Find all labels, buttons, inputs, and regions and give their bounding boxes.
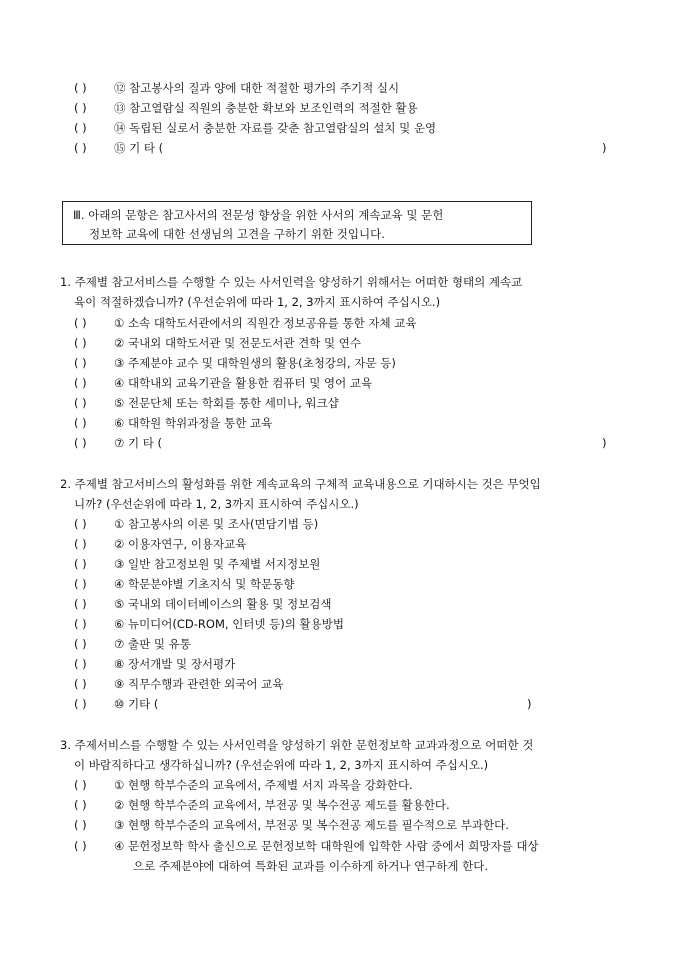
- list-item: [74, 556, 320, 572]
- priority-blank[interactable]: ( ): [74, 617, 87, 631]
- list-item: [74, 636, 191, 652]
- priority-blank[interactable]: ( ): [74, 396, 87, 410]
- section-header-box: [62, 201, 532, 245]
- option-text: ③ 일반 참고정보원 및 주제별 서지정보원: [114, 557, 321, 571]
- option-text: ⑤ 국내외 데이터베이스의 활용 및 정보검색: [114, 597, 332, 611]
- option-text: ② 이용자연구, 이용자교육: [114, 537, 247, 551]
- option-text: ④ 문헌정보학 학사 출신으로 문헌정보학 대학원에 입학한 사람 중에서 희망자를 대상: [114, 839, 539, 853]
- priority-blank[interactable]: ( ): [74, 336, 87, 350]
- option-text: ① 소속 대학도서관에서의 직원간 정보공유를 통한 자체 교육: [114, 316, 417, 330]
- option-text: ② 현행 학부수준의 교육에서, 부전공 및 복수전공 제도를 활용한다.: [114, 798, 450, 812]
- option-text: ⑥ 뉴미디어(CD-ROM, 인터넷 등)의 활용방법: [114, 617, 344, 631]
- priority-blank[interactable]: ( ): [74, 356, 87, 370]
- priority-blank[interactable]: ( ): [74, 597, 87, 611]
- list-item: [74, 80, 399, 96]
- list-item: [74, 838, 539, 854]
- list-item: [74, 315, 417, 331]
- priority-blank[interactable]: ( ): [74, 657, 87, 671]
- priority-blank[interactable]: ( ): [74, 557, 87, 571]
- closing-paren: ): [527, 697, 532, 711]
- option-text: ⑫ 참고봉사의 질과 양에 대한 적절한 평가의 주기적 실시: [114, 81, 400, 95]
- priority-blank[interactable]: ( ): [74, 121, 87, 135]
- priority-blank[interactable]: ( ): [74, 798, 87, 812]
- list-item: [74, 120, 436, 136]
- option-text: ① 현행 학부수준의 교육에서, 주제별 서지 과목을 강화한다.: [114, 778, 413, 792]
- priority-blank[interactable]: ( ): [74, 778, 87, 792]
- option-text: ⑧ 장서개발 및 장서평가: [114, 657, 236, 671]
- priority-blank[interactable]: ( ): [74, 101, 87, 115]
- question-1-text-cont: 육이 적절하겠습니까? (우선순위에 따라 1, 2, 3까지 표시하여 주십시오.): [74, 295, 441, 309]
- option-text: ⑬ 참고열람실 직원의 충분한 확보와 보조인력의 적절한 활용: [114, 101, 418, 115]
- priority-blank[interactable]: ( ): [74, 677, 87, 691]
- list-item: [74, 676, 283, 692]
- question-3-text-cont: 이 바람직하다고 생각하십니까? (우선순위에 따라 1, 2, 3까지 표시하여 주십시오.): [74, 758, 489, 772]
- priority-blank[interactable]: ( ): [74, 839, 87, 853]
- question-2-text: 2. 주제별 참고서비스의 활성화를 위한 계속교육의 구체적 교육내용으로 기대하시는 것은 무엇입: [60, 477, 541, 491]
- priority-blank[interactable]: ( ): [74, 81, 87, 95]
- list-item: [74, 536, 246, 552]
- priority-blank[interactable]: ( ): [74, 818, 87, 832]
- list-item: [74, 696, 158, 712]
- list-item: [74, 375, 372, 391]
- priority-blank[interactable]: ( ): [74, 316, 87, 330]
- list-item: [74, 777, 413, 793]
- list-item: [74, 355, 396, 371]
- option-text: ⑩ 기타 (: [114, 697, 159, 711]
- option-text-continuation: 으로 주제분야에 대하여 특화된 교과를 이수하게 하거나 연구하게 한다.: [133, 859, 489, 873]
- list-item: [74, 797, 450, 813]
- list-item: [74, 656, 235, 672]
- question-2-text-cont: 니까? (우선순위에 따라 1, 2, 3까지 표시하여 주십시오.): [74, 497, 359, 511]
- option-text: ⑤ 전문단체 또는 학회를 통한 세미나, 워크샵: [114, 396, 339, 410]
- list-item: [74, 817, 509, 833]
- closing-paren: ): [602, 436, 607, 450]
- priority-blank[interactable]: ( ): [74, 436, 87, 450]
- list-item: [74, 415, 272, 431]
- list-item: [74, 516, 318, 532]
- list-item: [74, 140, 163, 156]
- option-text: ⑮ 기 타 (: [114, 141, 164, 155]
- priority-blank[interactable]: ( ): [74, 537, 87, 551]
- option-text: ⑦ 기 타 (: [114, 436, 162, 450]
- option-text: ③ 현행 학부수준의 교육에서, 부전공 및 복수전공 제도를 필수적으로 부과한다.: [114, 818, 509, 832]
- list-item: [74, 100, 418, 116]
- question-1-text: 1. 주제별 참고서비스를 수행할 수 있는 사서인력을 양성하기 위해서는 어떠한 형태의 계속교: [60, 275, 523, 289]
- question-3-text: 3. 주제서비스를 수행할 수 있는 사서인력을 양성하기 위한 문헌정보학 교과과정으로 어떠한 것: [60, 738, 534, 752]
- list-item: [74, 616, 344, 632]
- list-item: [74, 335, 361, 351]
- option-text: ④ 학문분야별 기초지식 및 학문동향: [114, 577, 295, 591]
- option-text: ② 국내외 대학도서관 및 전문도서관 견학 및 연수: [114, 336, 361, 350]
- priority-blank[interactable]: ( ): [74, 577, 87, 591]
- list-item: [74, 435, 162, 451]
- priority-blank[interactable]: ( ): [74, 637, 87, 651]
- list-item: [74, 596, 331, 612]
- list-item: [74, 395, 339, 411]
- option-text: ⑥ 대학원 학위과정을 통한 교육: [114, 416, 273, 430]
- option-text: ⑨ 직무수행과 관련한 외국어 교육: [114, 677, 284, 691]
- option-text: ③ 주제분야 교수 및 대학원생의 활용(초청강의, 자문 등): [114, 356, 396, 370]
- priority-blank[interactable]: ( ): [74, 697, 87, 711]
- closing-paren: ): [602, 141, 607, 155]
- priority-blank[interactable]: ( ): [74, 376, 87, 390]
- priority-blank[interactable]: ( ): [74, 416, 87, 430]
- section-header-line-1: Ⅲ. 아래의 문항은 참고사서의 전문성 향상을 위한 사서의 계속교육 및 문헌: [73, 208, 444, 222]
- priority-blank[interactable]: ( ): [74, 141, 87, 155]
- option-text: ⑭ 독립된 실로서 충분한 자료를 갖춘 참고열람실의 설치 및 운영: [114, 121, 437, 135]
- priority-blank[interactable]: ( ): [74, 517, 87, 531]
- section-header-line-2: 정보학 교육에 대한 선생님의 고견을 구하기 위한 것입니다.: [89, 227, 385, 241]
- option-text: ① 참고봉사의 이론 및 조사(면담기법 등): [114, 517, 319, 531]
- option-text: ④ 대학내외 교육기관을 활용한 컴퓨터 및 영어 교육: [114, 376, 373, 390]
- option-text: ⑦ 출판 및 유통: [114, 637, 191, 651]
- list-item: [74, 576, 294, 592]
